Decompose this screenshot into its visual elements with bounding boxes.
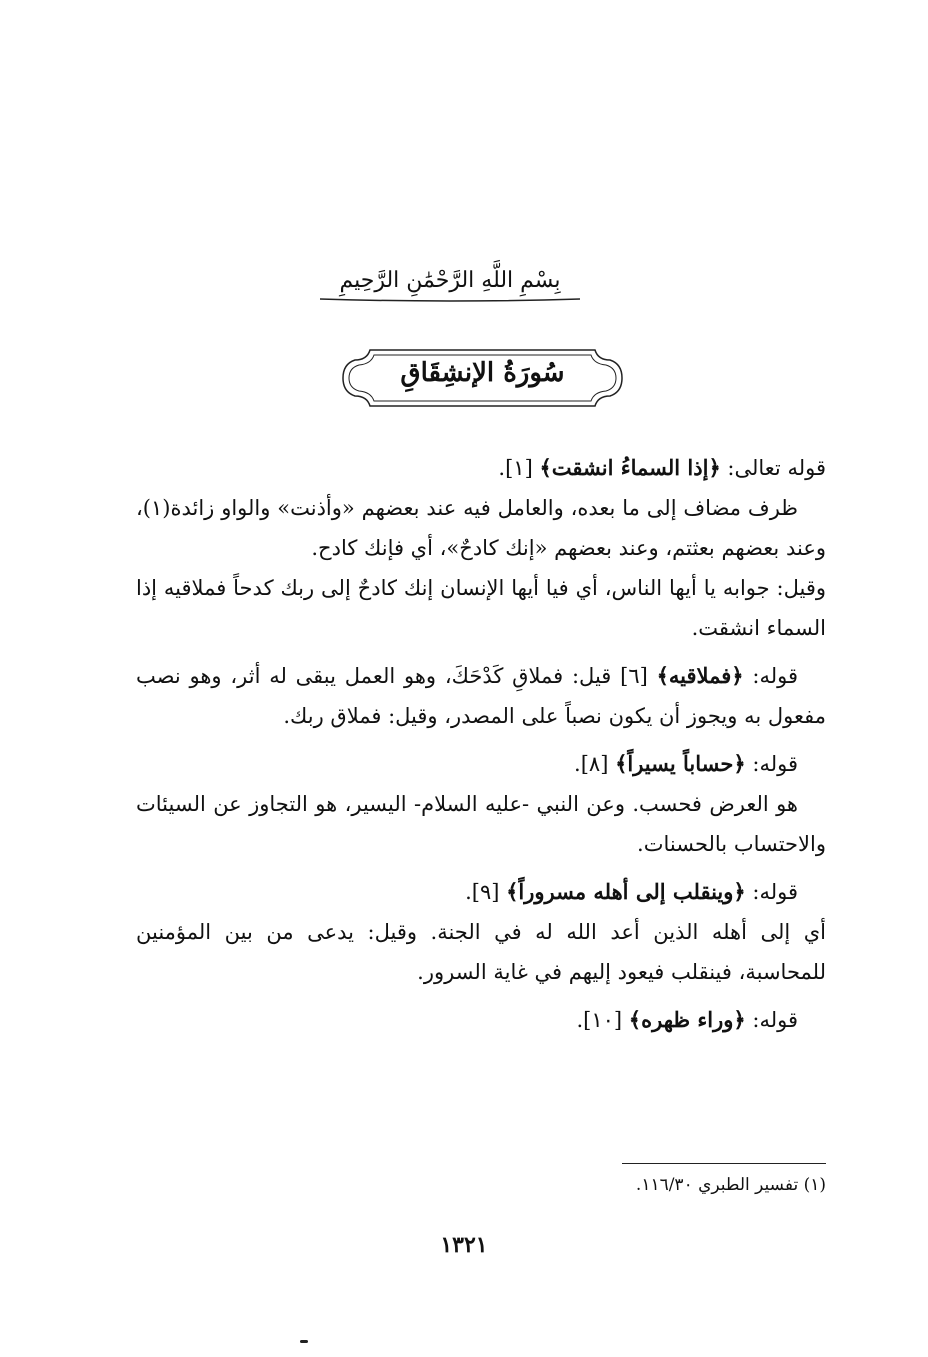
paragraph — [136, 872, 826, 912]
text-segment: هو العرض فحسب. وعن النبي -عليه السلام- اليسير، هو التجاوز عن السيئات والاحتساب بالحسنات. — [136, 792, 826, 856]
text-segment: ظرف مضاف إلى ما بعده، والعامل فيه عند بعضهم «وأذنت» والواو زائدة(١)، وعند بعضهم بعثتم، وعند بعضهم «إنك كادحٌ»، أي فإنك كادح. — [136, 496, 826, 560]
surah-title: سُورَةُ الإنشِقَاقِ — [400, 358, 565, 388]
surah-title-frame — [340, 346, 625, 410]
text-segment: قوله: — [745, 752, 798, 776]
text-segment: [٩]. — [465, 880, 507, 904]
paragraph — [136, 488, 826, 568]
quran-quote: ﴿فملاقيه﴾ — [656, 663, 744, 688]
basmala-underline-icon — [300, 294, 600, 304]
text-segment: أي إلى أهله الذين أعد الله له في الجنة. وقيل: يدعى من بين المؤمنين للمحاسبة، فينقلب فيعود إليهم في غاية السرور. — [136, 920, 826, 984]
page-number: ١٣٢١ — [440, 1232, 488, 1258]
commentary-body — [136, 448, 826, 1040]
text-segment: قوله: — [745, 1008, 798, 1032]
text-segment: [١٠]. — [576, 1008, 629, 1032]
text-segment: قوله: — [743, 664, 798, 688]
quran-quote: ﴿وينقلب إلى أهله مسروراً﴾ — [506, 879, 746, 904]
text-segment: وقيل: جوابه يا أيها الناس، أي فيا أيها الإنسان إنك كادحٌ إلى ربك كدحاً فملاقيه إذا السماء انشقت. — [136, 576, 826, 640]
basmala-text: بِسْمِ اللَّهِ الرَّحْمَٰنِ الرَّحِيمِ — [339, 268, 561, 293]
text-segment: [٨]. — [574, 752, 616, 776]
paragraph — [136, 784, 826, 864]
quran-quote: ﴿حساباً يسيراً﴾ — [615, 751, 746, 776]
paragraph — [136, 1000, 826, 1040]
text-segment: قوله: — [745, 880, 798, 904]
text-segment: قوله تعالى: — [720, 456, 826, 480]
quran-quote: ﴿إذا السماءُ انشقت﴾ — [539, 455, 721, 480]
print-speck-icon — [300, 1340, 308, 1343]
paragraph — [136, 656, 826, 736]
text-segment: [١]. — [498, 456, 540, 480]
paragraph — [136, 744, 826, 784]
quran-quote: ﴿وراء ظهره﴾ — [628, 1007, 746, 1032]
paragraph — [136, 568, 826, 648]
footnote: (١) تفسير الطبري ١١٦/٣٠. — [635, 1175, 826, 1195]
paragraph — [136, 448, 826, 488]
footnote-divider — [622, 1163, 826, 1164]
text-segment: [٦] قيل: فملاقِ كَدْحَكَ، وهو العمل يبقى له أثر، وهو نصب مفعول به ويجوز أن يكون نصباً على المصدر، وقيل: فملاق ربك. — [136, 664, 826, 728]
paragraph — [136, 912, 826, 992]
basmala-header — [300, 268, 600, 308]
